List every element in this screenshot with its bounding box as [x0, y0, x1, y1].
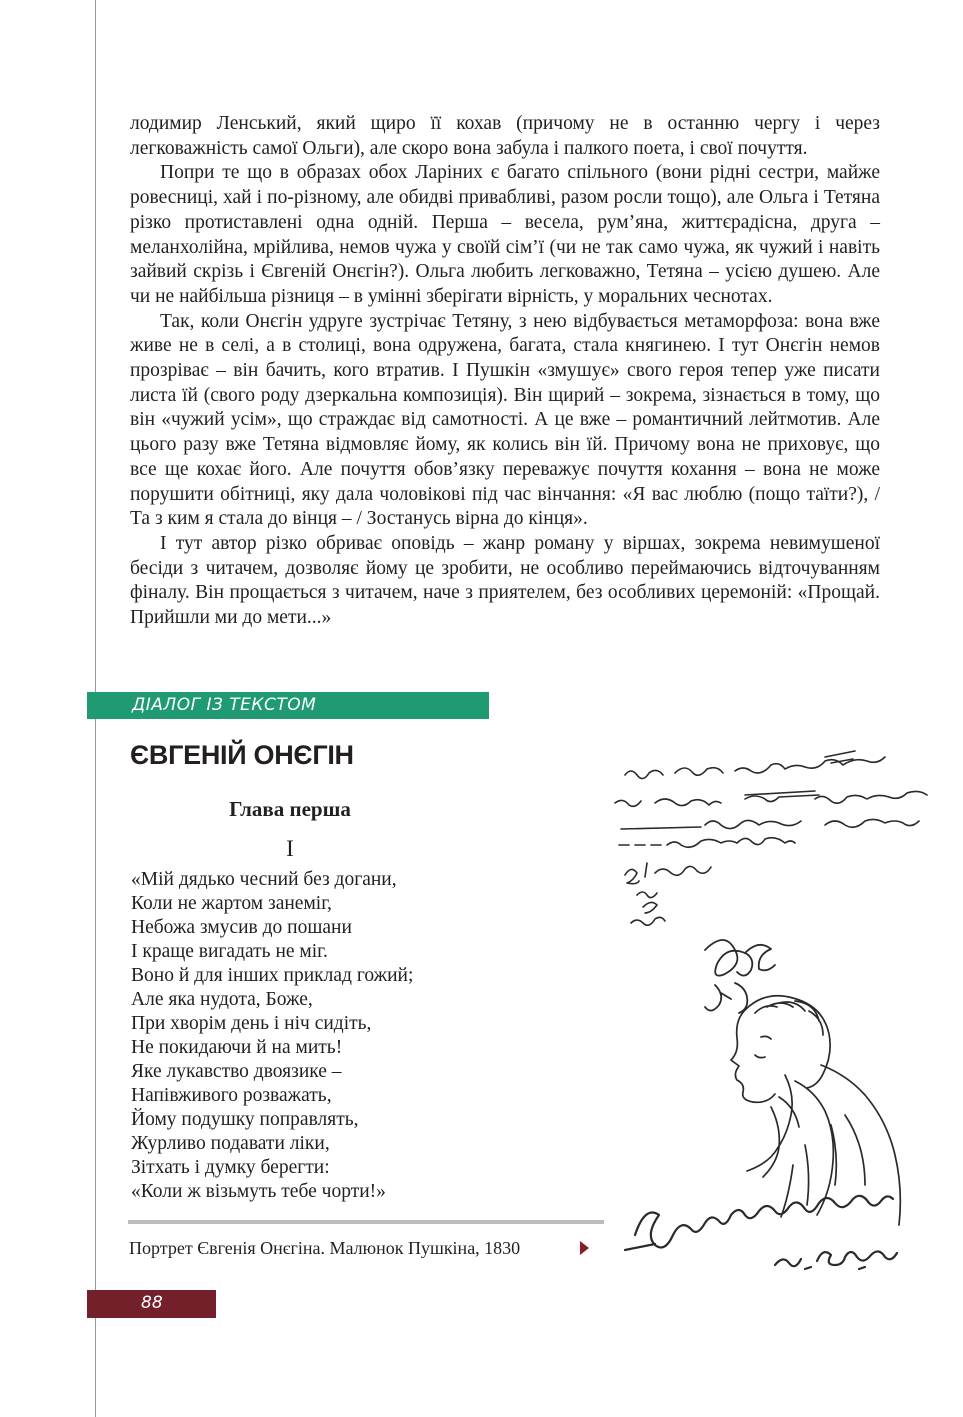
body-paragraph: І тут автор різко обриває оповідь – жанр роману у віршах, зокрема невимушеної бесіди з читачем, дозволяє йому це зробити, не особливо переймаючись відточуванням фіналу. Він прощається з читачем, наче з приятелем, без особливих церемоній: «Прощай. Прийшли ми до мети...» [130, 532, 880, 629]
poem-line: Напівживого розважать, [131, 1085, 332, 1106]
flourish-doodle [705, 940, 775, 1013]
body-paragraph: Попри те що в образах обох Ларіних є багато спільного (вони рідні сестри, майже ровесниці, хай і по-різному, але обидві привабливі, разом росли тощо), але Ольга і Тетяна різко протиставлені одна одній. Перша – весела, рум’яна, життєрадісна, друга – меланхолійна, мрійлива, немов чужа у своїй сім’ї (чи не так само чужа, як чужий і навіть зайвий скрізь і Євгеній Онєгін?). Ольга любить легковажно, Тетяна – усією душею. Але чи не найбільша різниця – в умінні зберігати вірність, у моральних чеснотах. [130, 162, 880, 307]
poem-line: «Коли ж візьмуть тебе чорти!» [131, 1181, 386, 1202]
page-number: 88 [141, 1293, 163, 1313]
poem-line: Журливо подавати ліки, [131, 1133, 330, 1154]
body-paragraph: Так, коли Онєгін удруге зустрічає Тетяну, з нею відбувається метаморфоза: вона вже живе не в селі, а в столиці, вона одружена, багата, стала княгинею. І тут Онєгін немов прозріває – він бачить, кого втратив. І Пушкін «змушує» свого героя тепер уже писати листа їй (свого роду дзеркальна композиція). Він щирий – зокрема, зізнається в тому, що він «чужий усім», що страждає від самотності. А це вже – романтичний лейтмотив. Але цього разу вже Тетяна відмовляє йому, як колись він їй. Причому вона не приховує, що все ще кохає його. Але почуття обов’язку переважує почуття кохання – вона не може порушити обітниці, яку дала чоловікові під час вінчання: «Я вас люблю (пощо таїти?), / Та з ким я стала до вінця – / Зостанусь вірна до кінця». [130, 310, 880, 530]
figure-caption: Портрет Євгенія Онєгіна. Малюнок Пушкіна, 1830 [129, 1238, 521, 1258]
portrait-profile [731, 996, 900, 1225]
poem-line: Небожа змусив до пошани [131, 917, 352, 938]
poem-line: І краще вигадать не міг. [131, 941, 328, 962]
poem-line: Яке лукавство двоязике – [131, 1061, 342, 1082]
poem-title: ЄВГЕНІЙ ОНЄГІН [130, 740, 354, 770]
poem-line: Але яка нудота, Боже, [131, 989, 313, 1010]
poem-line: При хворім день і ніч сидіть, [131, 1013, 372, 1034]
section-banner [87, 692, 489, 719]
triangle-right-icon [580, 1241, 589, 1255]
body-paragraph: лодимир Ленський, який щиро її кохав (причому не в останню чергу і через легковажність самої Ольги), але скоро вона забула і палкого поета, і свої почуття. [130, 113, 880, 159]
signature-scribble [625, 1196, 897, 1269]
pushkin-sketch-illustration [595, 745, 945, 1275]
body-text [130, 112, 880, 631]
page-number-box [87, 1290, 216, 1318]
poem-line: Воно й для інших приклад гожий; [131, 965, 414, 986]
stanza-number: I [286, 836, 294, 861]
caption-divider [128, 1220, 604, 1224]
poem-line: Коли не жартом занеміг, [131, 893, 332, 914]
poem-line: «Мій дядько чесний без догани, [131, 869, 397, 890]
poem-stanza [131, 868, 413, 1204]
chapter-title: Глава перша [229, 797, 351, 821]
poem-line: Не покидаючи й на мить! [131, 1037, 343, 1058]
poem-line: Йому подушку поправлять, [131, 1109, 359, 1130]
section-banner-label: ДІАЛОГ ІЗ ТЕКСТОМ [132, 695, 317, 715]
poem-line: Зітхать і думку берегти: [131, 1157, 330, 1178]
manuscript-scribbles [615, 751, 927, 925]
